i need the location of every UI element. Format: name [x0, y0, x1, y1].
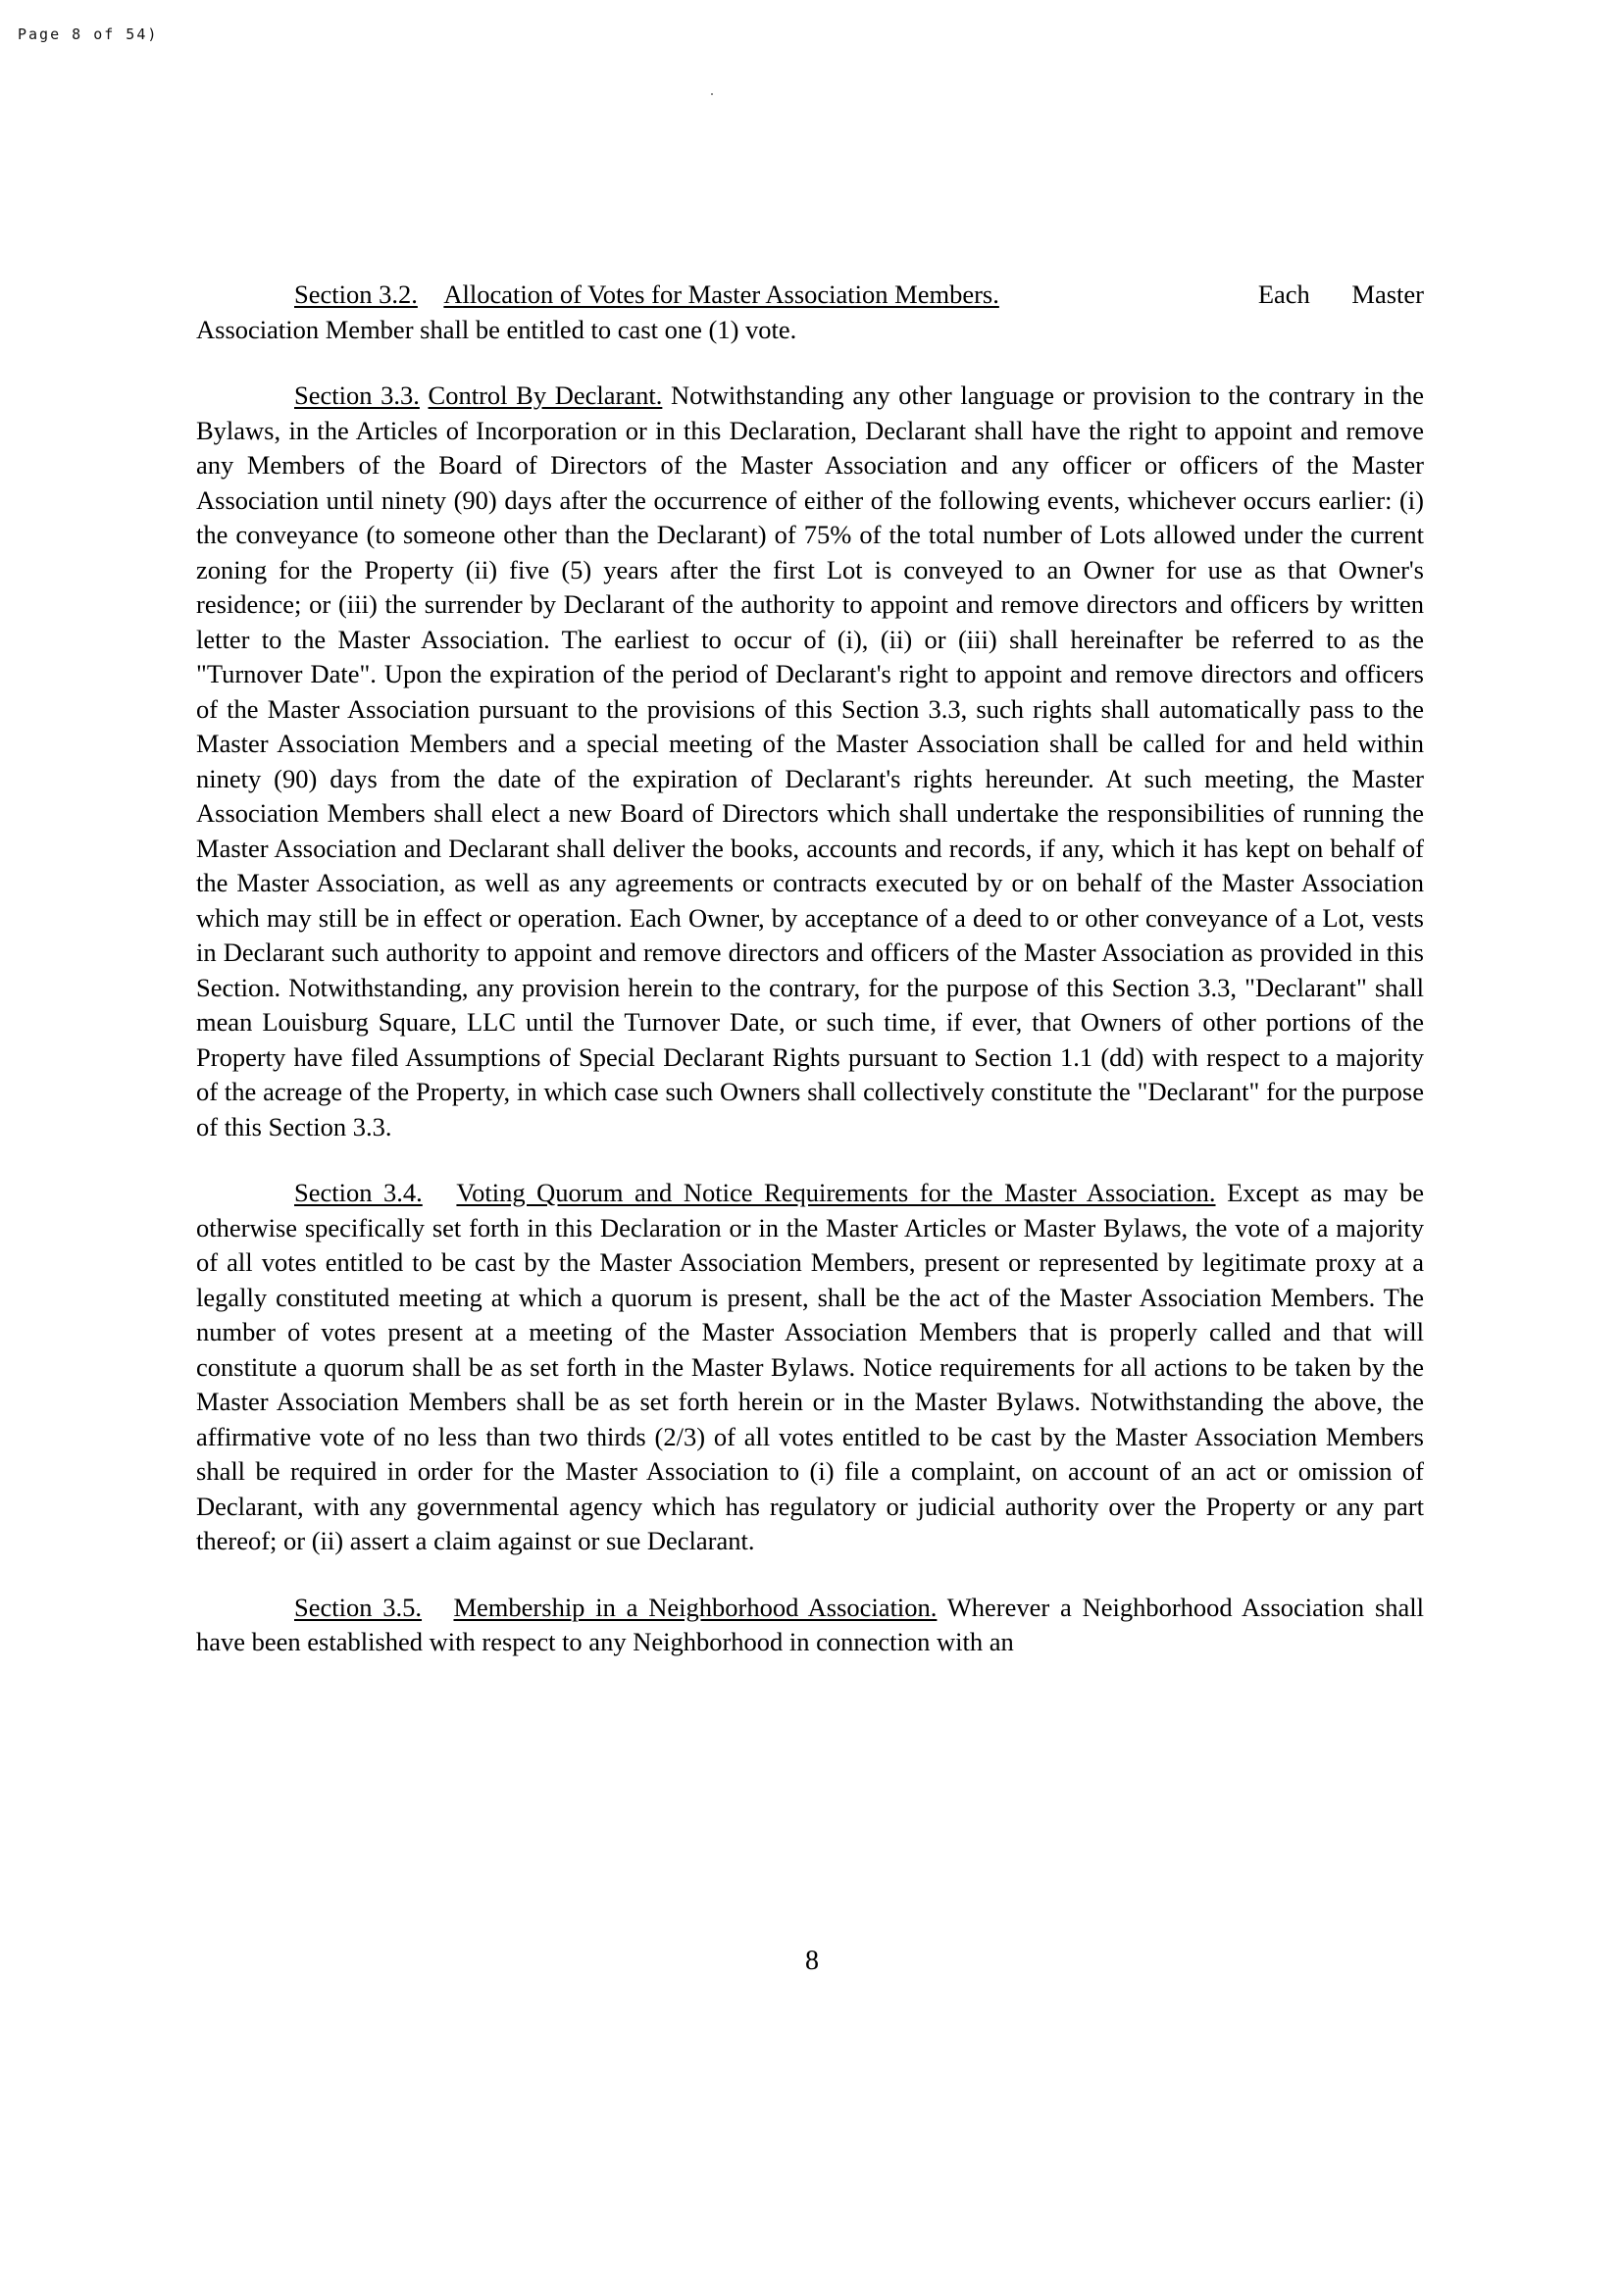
section-3-5-text: Wherever a Neighborhood Association shall have been established with respect to any Neighborhood in connection with an [196, 1592, 1425, 1656]
section-3-4-text: Except as may be otherwise specifically set forth in this Declaration or in the Master Articles or Master Bylaws, the vote of a majority of all votes entitled to be cast by the Master Association Members, present or represented by legitimate proxy at a legally constituted meeting at which a quorum is present, shall be the act of the Master Association Members. The number of votes present at a meeting of the Master Association Members that is properly called and that will constitute a quorum shall be as set forth in the Master Bylaws. Notice requirements for all actions to be taken by the Master Association Members shall be as set forth herein or in the Master Bylaws. Notwithstanding the above, the affirmative vote of no less than two thirds (2/3) of all votes entitled to be cast by the Master Association Members shall be required in order for the Master Association to (i) file a complaint, on account of an act or omission of Declarant, with any governmental agency which has regulatory or judicial authority over the Property or any part thereof; or (ii) assert a claim against or sue Declarant. [196, 1178, 1424, 1555]
section-3-2-lead: Each Master [1257, 279, 1424, 309]
section-3-4-heading: Section 3.4. [294, 1178, 423, 1207]
section-3-2-title: Allocation of Votes for Master Association Members. [443, 279, 999, 309]
section-3-4 [196, 1176, 1424, 1559]
scan-speck [711, 93, 713, 95]
section-3-2-heading: Section 3.2. [294, 279, 418, 309]
section-3-3-title: Control By Declarant. [428, 380, 663, 410]
section-3-3-heading: Section 3.3. [294, 380, 420, 410]
section-3-3 [196, 379, 1424, 1144]
page-marker: Page 8 of 54) [18, 25, 159, 43]
section-3-5 [196, 1591, 1424, 1660]
page-number: 8 [805, 1946, 819, 1976]
section-3-3-text: Notwithstanding any other language or provision to the contrary in the Bylaws, in the Articles of Incorporation or in this Declaration, Declarant shall have the right to appoint and remove any Members of the Board of Directors of the Master Association and any officer or officers of the Master Association until ninety (90) days after the occurrence of either of the following events, whichever occurs earlier: (i) the conveyance (to someone other than the Declarant) of 75% of the total number of Lots allowed under the current zoning for the Property (ii) five (5) years after the first Lot is conveyed to an Owner for use as that Owner's residence; or (iii) the surrender by Declarant of the authority to appoint and remove directors and officers by written letter to the Master Association. The earliest to occur of (i), (ii) or (iii) shall hereinafter be referred to as the "Turnover Date". Upon the expiration of the period of Declarant's right to appoint and remove directors and officers of the Master Association pursuant to the provisions of this Section 3.3, such rights shall automatically pass to the Master Association Members and a special meeting of the Master Association shall be called for and held within ninety (90) days from the date of the expiration of Declarant's rights hereunder. At such meeting, the Master Association Members shall elect a new Board of Directors which shall undertake the responsibilities of running the Master Association and Declarant shall deliver the books, accounts and records, if any, which it has kept on behalf of the Master Association, as well as any agreements or contracts executed by or on behalf of the Master Association which may still be in effect or operation. Each Owner, by acceptance of a deed to or other conveyance of a Lot, vests in Declarant such authority to appoint and remove directors and officers of the Master Association as provided in this Section. Notwithstanding, any provision herein to the contrary, for the purpose of this Section 3.3, "Declarant" shall mean Louisburg Square, LLC until the Turnover Date, or such time, if ever, that Owners of other portions of the Property have filed Assumptions of Special Declarant Rights pursuant to Section 1.1 (dd) with respect to a majority of the acreage of the Property, in which case such Owners shall collectively constitute the "Declarant" for the purpose of this Section 3.3. [196, 380, 1424, 1141]
section-3-5-heading: Section 3.5. [294, 1592, 423, 1622]
section-3-2-text: Association Member shall be entitled to cast one (1) vote. [196, 314, 797, 344]
section-3-2-first-line [196, 278, 1424, 313]
section-3-4-title: Voting Quorum and Notice Requirements for the Master Association. [456, 1178, 1216, 1207]
section-3-5-title: Membership in a Neighborhood Association. [453, 1592, 938, 1622]
document-body [196, 278, 1424, 1660]
